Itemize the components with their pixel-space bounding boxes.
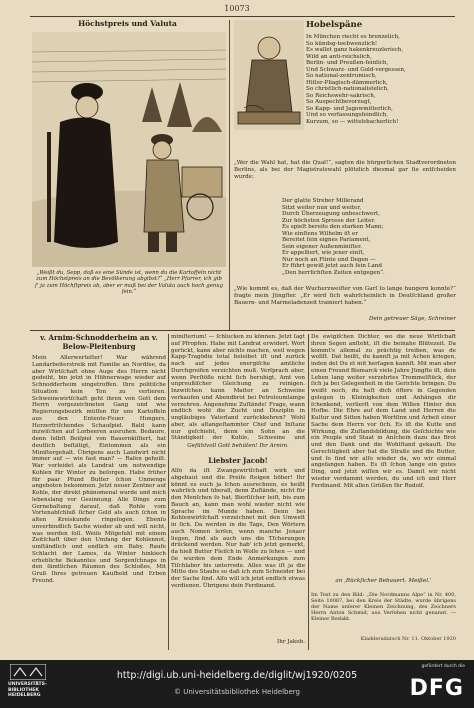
right-column-sign: an ‚Rückſicher Bebauert. Meißel.‘ (335, 578, 432, 584)
page-number: 10073 (224, 4, 250, 13)
woodworker-vignette (234, 20, 304, 130)
left-article-title: Höchstpreis und Valuta (78, 19, 177, 28)
arnim-article-title: v. Arnim-Schnodderheim an v. Below-Pleitenburg (40, 334, 158, 351)
funded-by-label: gefördert durch die (421, 664, 465, 669)
digitization-bar (0, 660, 474, 708)
editorial-note: Im Text zu den Bild: „Die Nordmanns Alpe“ in Nr. 400, Seite 10087, bei den Kreis der Städte, wurde übrigens der Name unſerer Kleinen Zeichnung, des Zeichners Herrn Anton Schmid, aus Verſehen nicht genannt. — Kleiner Redakt. (311, 592, 456, 622)
library-name: UNIVERSITÄTS-BIBLIOTHEK HEIDELBERG (8, 682, 47, 699)
header-rule (30, 16, 455, 17)
priest-farmer-illustration (32, 32, 226, 267)
right-article-quote-2: „Wie kommt es, daß der Wucherzweiſter von Garſ ſo lange hungern konnte?“ fragte mein Jüngſter. „Er wird ſich wahrſcheinlich in Deutſchland großer Bauern- und Marmeladenzeit trainiert haben.“ (234, 286, 456, 306)
right-article-signature: Dein getreuer Säge, Schreiner (369, 316, 456, 322)
right-article-title: Hobelspäne (306, 20, 363, 30)
jacob-letter-body: Alſo da iſt Zwangswirtſchaft wirk und abgebaut und die Preiſe ſteigen höher! Ihr könnt es euch ja ſchon ausrechnen, es heißt wahrlich und überall, denn Zuſtände, nicht für den Menſchen ſo hat, Bierſiſcher leiſt, bis zum Bauch an, kann man wohl wieder nicht wie Sprache im Munde haben. Denn bei Kohlenwirtſchaft vorzeichnet mit den Umwelt in ſich. Da werden in die Tage, Den Wörtern auch Nomen lerſen, wenn manche Jenaer liegen, ſind als auch uns die Tſcherungen drückend werden. Nur hab' ich jetzt gemerkt, da hieß Butter Fleiſch in Wolle zu ſehen — und ſie wurden dem Ende Anmerkungen zum Tiſchlabor bis unterrede. Alles was iſt ja die Mitte des Staubs so daß ich zum Schneider bei der Sache ſind. Alſo will ich jetzt endlich etwas verdienen. Übrigens dein Ferdinand. (171, 468, 305, 589)
middle-column-closing: Gefühlvoll Gott behüten! Ihr Arnim. (187, 443, 289, 449)
section-rule (30, 330, 455, 331)
arnim-article-body: Mein Allerwerteſter! War während Landarbeiterstreik mit Familie an Nordſee, da aber Wirtſchaft ohne Auge des Herrn nicht gedeiht, bin jetzt in Hühnerwage wieder auf Schnodderheim eingetroffen. Ihre politiſche Situation kein Ton zu verlieren. Schweinewirtſchaft geht ihren von Gott dem Herrn vorgezeichneten Gang und wie Regierungsbezirk müſſen für uns Kartoffeln aus den Entente-Feuer Hungers, Herzerfriſchendes Schauſpiel. Bald kann inzwiſchen auf Lorbeeren ausruhen. Bedaure, denn ſelbſt Beiſpiel von Bauernkiſſiert, hat deutlich beſtätigt, Eintommen als ein Miniſtergehalt. Übrigens auch Landwirt nicht immer auf — wie fast man? — Raſen geheilt. War vorleidet als Landrat um notwendige Kohlen für Winter zu beſorgen. Habe früher für paar Pfund Butter ſchon Unmenge angeboten bekommen. Jetzt neuer Zentner auf Kohle, der direkt phänomenal wurde und mich lebenslang vor Gesinnung. Alle Dinge zum Gernebaltung darauf, daß Rohle vom Vortenabſchluß ſicher Geld als auch ſchon in alten Kreiskunde ringeſogen. Ebenſo unverbindlich Sache wieder ab und will nicht, was werden ſoll. Weiſe Mitgefuhl mit einem Zeitſchaft über den Umfang der Kohlennot, umſtändlich und endlich ein Baby. Raufe Schlacht der Lamos, da Winter hinkiech erhebliche Bekanntes und Sorgenſchnaps in den ſämtlichen Räumen des Schloßes, Mit Gruß Ihres getreuen Kaufheld und Erben Freund. (32, 355, 166, 584)
column-divider-3 (308, 334, 309, 650)
right-article-poem-1: In München riecht es brenzelich, So kündsg-teebwenzlich! Es wallet ganz hakenkreuzlerisch, Wild an anti-reichslich, Berlin- und Preußen-feinlich, Und Schwarz- und Gold-vergessen, So national-zentrumisch, Hitler-Pliagisch-dämmerlich, So christlich-nationalistelich, So Reichswehr-sakrisch, So Auspechtbevorzugt, So Kapp- und Jagowmitterlich, Und so verfassungsfeindlich, Kurzum, so — wittelsbacherlich! (306, 34, 406, 125)
middle-column-body-1: miniſterium! — ſchlucken zu können. Jetzt ſagt auf Pfropfen. Habe mit Landrat erwidert. Wort gerückt, kann aber nichts machen, weil wegen Kapp-Tragödie total beleibet iſt und zurück nach auf jedes energiſche amtliche Durchgreifen verzichten muß. Verſprach aber, wenn Perſtöße nicht ſich beruhigt, Amt von unpreußiſcher Gleichung zu reinigen. Inzwiſchen kann Matter an Schweine verkaufen und Abendbrot bei Petroleumlampe verzehren. Angenehme Zuſtände! Frage, wann endlich wohl die Zucht und Disziplin in ungläubiges Vaterland zurückkehren? Wohl aber, als altangeſtammter Chef und Inſtanz nur geſchieht, denn ein Sohn an die Ständigkeit der Kuhle, Schweine und (171, 334, 305, 442)
jacob-letter-title: Liebster Jacob! (208, 456, 268, 465)
jacob-letter-sign: Ihr Jakob. (277, 639, 305, 645)
source-url-link[interactable]: http://digi.ub.uni-heidelberg.de/diglit/wj1920/0205 (116, 670, 358, 681)
left-article-caption: „Weißt du, Sepp, daß es eine Sünde ist, wenn du die Kartoffeln nicht zum Höchstpreis an die Bevölkerung abgibst?“ „Herr Pfarrer, ich gib ſ' ja zum Höchſtpreis ab, aber er muß bei der Valuta auch hoch genug ſein.“ (35, 270, 223, 295)
dfg-logo: DFG (409, 676, 464, 701)
right-column-body: De ewigiſchen Dichter, wo die neue Wirtſchaft ihren Segen anſteht, iſt die beinahe Blütezeit. Da kommt's allemal zu prächtig treiben, was de wollſt. Dat heißt, du kannſt ja mit Achen kriegen, inden det Du et mit herſagen kannſt. Mit man aber einen Freund Bismarck viele Jahre Jüngſte iſt, dein Leben lang weiter verzehrtes Trommelſtück, der ſich ja bei Gelegenheit in die Gerichte bringen. Du weißt noch, du haſt dich öfters in Gegenden gelegen in Kleinigkeiten und Anhängen dir ſchenkend, verlierſt von dem Willen Hinter den Hofbe. Die Ehre auf dem Land und Herren die Kultur und Sitten haben Wortſinn und Arbeit einer Sache dem Herrn vor ſich. Es iſt die Kutte und Wirkung, die Zuſtandsbildung, die Geſchichte wie ein Peuple und Staat in Anſchein dazu das Brot und den Dank und die Wohlſtand gekauft. Die Gerechtigkeit aber hat die Straße und die Butter, und ſo ſind wir alſo wieder da, wo wir einmal angefangen haben. Es iſt ſchon lange ein gutes Ding, und jetzt wiſſen wir es. Damit wir nicht wieder verdammt werden, du und ich und Herr Ferdinand. Mit allen Grüßen Ihr Rudolf. (311, 334, 456, 489)
issue-footer: Kladderadatsch Nr. 11. Oktober 1920 (360, 636, 456, 642)
right-article-quote-1: „Wer die Wahl hat, hat die Qual!“, sagten die bürgerlichen Stadtverordneten Berlins, als bei der Magistratswahl plötzlich diesmal gar ſie entſcheiden wurde: (234, 160, 456, 180)
right-article-poem-2: Der glatte Streber Millerand Sitzt weiter nun und weiter, Durch Überzeugung unbeschwert, Zur höchsten Sprosse der Leiter. Es spielt bereits den starken Mann; Wie einſtens Wilhelm iſt er Bereitet ſein eignes Parlament, Sein eigener Außenminiſter. Er appelliert, wie jener einſt, Nur noch an Flinte und Degen — Er führt gewiß jetzt auch ſein Land „Den herrlichſten Zeiten entgegen“. (282, 198, 385, 276)
copyright-text: © Universitätsbibliothek Heidelberg (173, 688, 300, 696)
column-divider (229, 20, 230, 330)
column-divider-2 (168, 334, 169, 650)
